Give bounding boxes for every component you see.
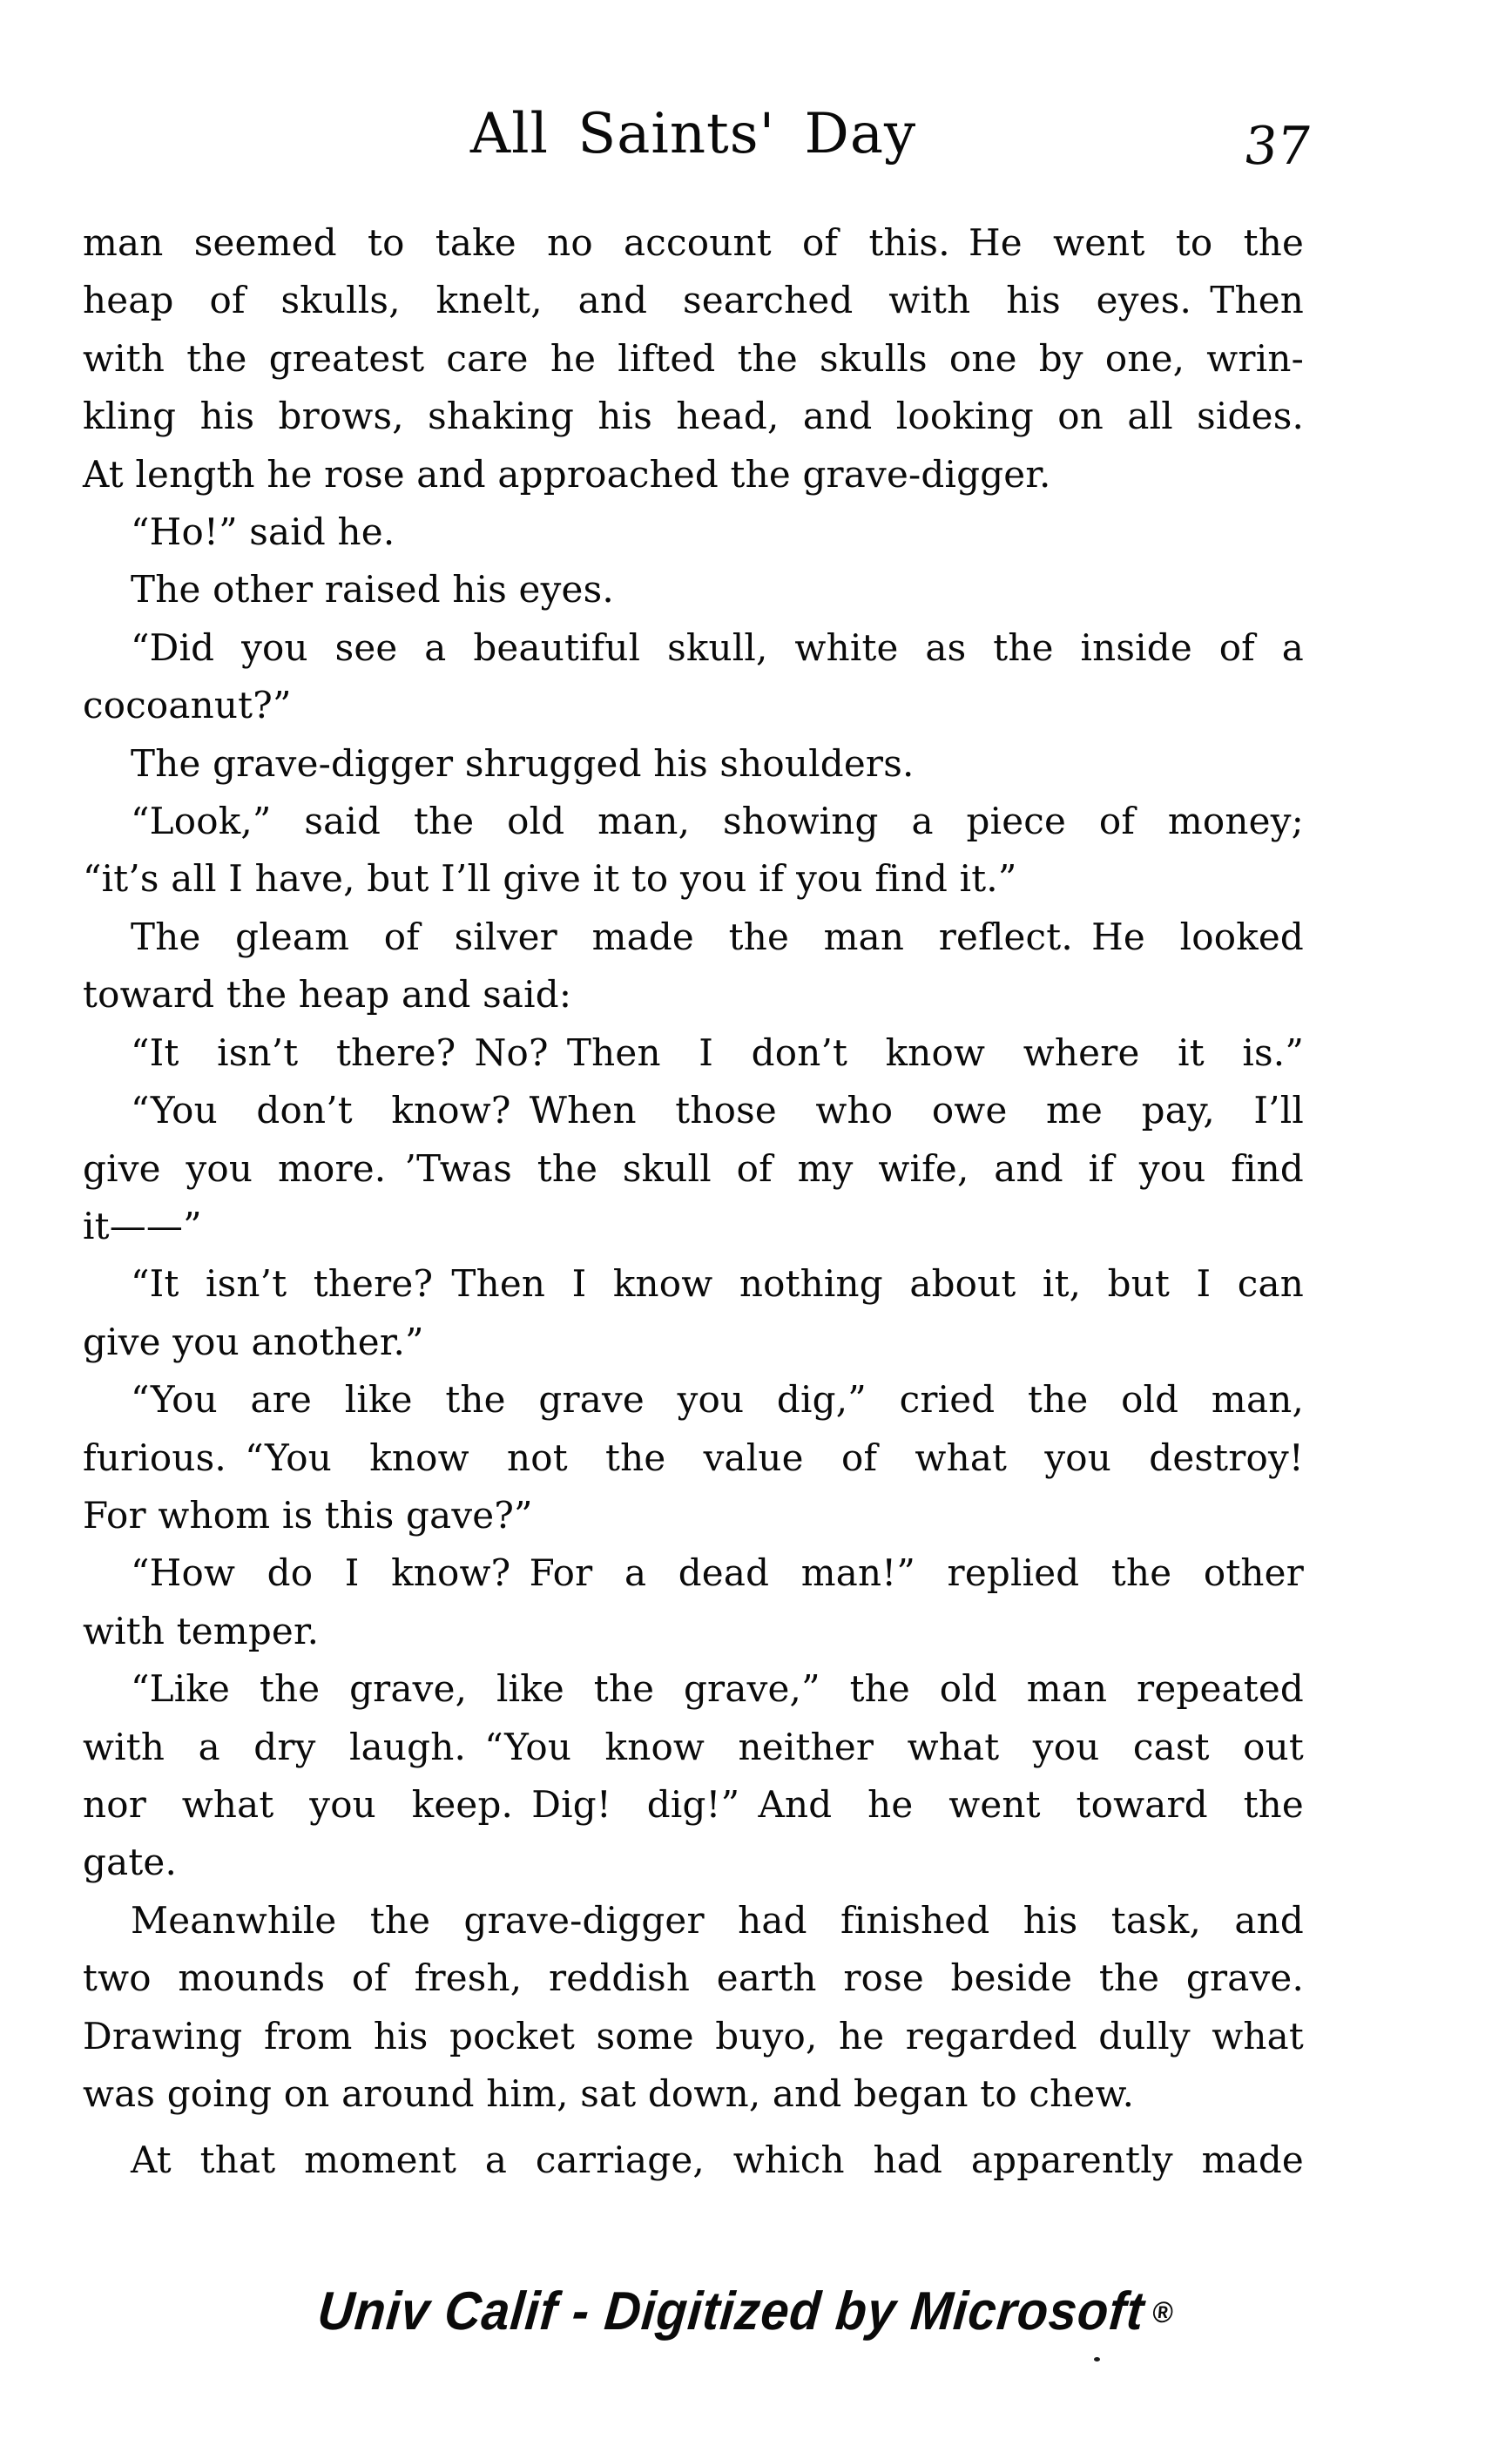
text-line: it——” bbox=[83, 1204, 202, 1247]
running-head-title: All Saints' Day bbox=[469, 102, 917, 166]
text-line: with temper. bbox=[83, 1609, 320, 1652]
text-line: heap of skulls, knelt, and searched with his eyes. Then bbox=[83, 279, 1304, 322]
text-line: “Look,” said the old man, showing a piece of money; bbox=[131, 800, 1304, 843]
text-line: “it’s all I have, but I’ll give it to you if you find it.” bbox=[83, 857, 1017, 901]
text-line: At that moment a carriage, which had apparently made bbox=[131, 2139, 1304, 2182]
page-number: 37 bbox=[1240, 116, 1315, 177]
text-line: “It isn’t there? No? Then I don’t know where it is.” bbox=[131, 1030, 1304, 1074]
text-line: Meanwhile the grave-digger had finished his task, and bbox=[131, 1898, 1304, 1942]
text-line: “You are like the grave you dig,” cried the old man, bbox=[131, 1378, 1304, 1422]
text-line: The other raised his eyes. bbox=[131, 568, 614, 612]
text-line: kling his brows, shaking his head, and looking on all sides. bbox=[83, 395, 1304, 438]
body-text bbox=[83, 214, 1304, 2190]
text-line: “Ho!” said he. bbox=[131, 510, 395, 554]
watermark-inner bbox=[315, 2282, 1176, 2341]
text-line: At length he rose and approached the grave-digger. bbox=[83, 452, 1051, 496]
text-line: “Like the grave, like the grave,” the old man repeated bbox=[131, 1667, 1304, 1711]
text-line: with a dry laugh. “You know neither what you cast out bbox=[83, 1725, 1304, 1768]
registered-trademark-icon: ® bbox=[1151, 2296, 1175, 2329]
text-line: “You don’t know? When those who owe me pay, I’ll bbox=[131, 1089, 1304, 1132]
scan-speck bbox=[1094, 2357, 1100, 2362]
text-line: nor what you keep. Dig! dig!” And he went toward the bbox=[83, 1782, 1304, 1826]
text-line: man seemed to take no account of this. He went to the bbox=[83, 221, 1304, 264]
text-line: two mounds of fresh, reddish earth rose beside the grave. bbox=[83, 1956, 1304, 2000]
text-line: cocoanut?” bbox=[83, 684, 292, 727]
text-line: Drawing from his pocket some buyo, he regarded dully what bbox=[83, 2014, 1304, 2057]
text-line: toward the heap and said: bbox=[83, 973, 572, 1017]
text-line: give you more. ’Twas the skull of my wife, and if you find bbox=[83, 1146, 1304, 1190]
text-line: “How do I know? For a dead man!” replied the other bbox=[131, 1551, 1304, 1595]
text-line: was going on around him, sat down, and began to chew. bbox=[83, 2072, 1135, 2115]
text-line: The grave-digger shrugged his shoulders. bbox=[131, 741, 915, 785]
text-line: with the greatest care he lifted the skulls one by one, wrin- bbox=[83, 336, 1304, 380]
digitization-watermark bbox=[135, 2282, 1356, 2341]
watermark-text: Univ Calif - Digitized by Microsoft bbox=[314, 2281, 1147, 2341]
text-line: For whom is this gave?” bbox=[83, 1493, 533, 1537]
text-line: furious. “You know not the value of what you destroy! bbox=[83, 1436, 1304, 1479]
text-line: “Did you see a beautiful skull, white as the inside of a bbox=[131, 625, 1304, 669]
text-line: The gleam of silver made the man reflect. He looked bbox=[131, 915, 1304, 958]
text-line: gate. bbox=[83, 1841, 178, 1884]
text-line: “It isn’t there? Then I know nothing about it, but I can bbox=[131, 1262, 1304, 1306]
text-line: give you another.” bbox=[83, 1320, 424, 1363]
